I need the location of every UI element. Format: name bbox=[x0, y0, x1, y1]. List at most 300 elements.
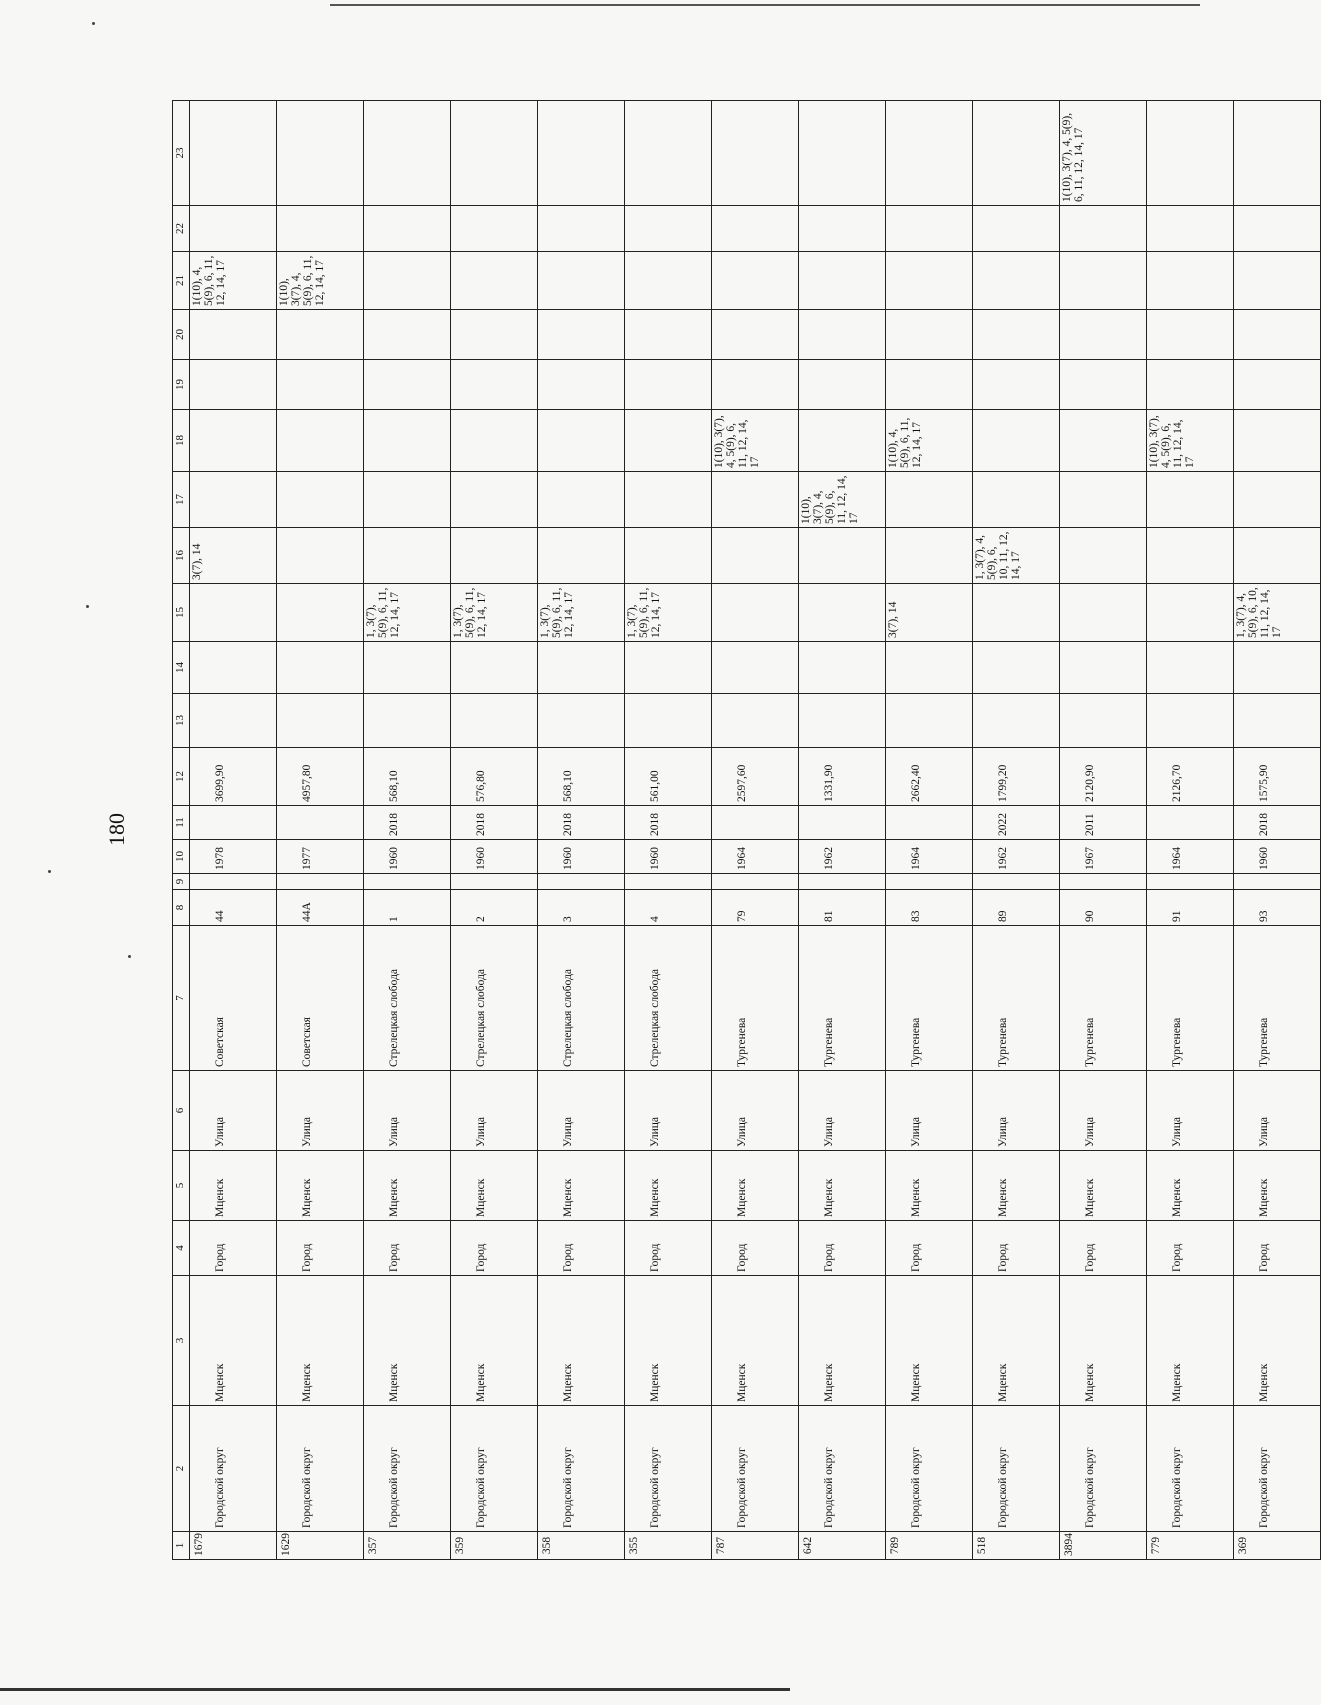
table-cell bbox=[1147, 360, 1234, 410]
table-row bbox=[451, 101, 538, 1560]
table-cell bbox=[538, 410, 625, 472]
table-cell bbox=[973, 252, 1060, 310]
table-cell bbox=[538, 206, 625, 252]
table-cell bbox=[364, 252, 451, 310]
column-number-header: 9 bbox=[173, 874, 190, 890]
table-cell bbox=[1060, 874, 1147, 890]
table-cell bbox=[190, 101, 277, 206]
table-cell bbox=[277, 206, 364, 252]
table-cell bbox=[712, 584, 799, 642]
table-cell bbox=[364, 360, 451, 410]
table-cell bbox=[1060, 528, 1147, 584]
table-cell bbox=[190, 360, 277, 410]
table-cell bbox=[451, 310, 538, 360]
column-number-header: 2 bbox=[173, 1406, 190, 1532]
table-cell: 358 bbox=[538, 1532, 625, 1560]
table-cell bbox=[625, 310, 712, 360]
table-cell: 2018 bbox=[538, 806, 625, 840]
table-cell bbox=[799, 528, 886, 584]
table-row bbox=[625, 101, 712, 1560]
table-cell bbox=[886, 694, 973, 748]
table-cell bbox=[190, 410, 277, 472]
table-row bbox=[712, 101, 799, 1560]
table-cell: 1964 bbox=[886, 840, 973, 874]
table-cell bbox=[277, 472, 364, 528]
table-cell: Тургенева bbox=[1147, 926, 1234, 1071]
table-cell bbox=[1234, 694, 1321, 748]
table-cell: Город bbox=[190, 1221, 277, 1276]
table-cell bbox=[625, 528, 712, 584]
table-cell: Городской округ bbox=[886, 1406, 973, 1532]
column-number-header: 13 bbox=[173, 694, 190, 748]
table-cell bbox=[451, 252, 538, 310]
table-cell: Городской округ bbox=[1147, 1406, 1234, 1532]
table-cell: 3894 bbox=[1060, 1532, 1147, 1560]
table-cell bbox=[190, 694, 277, 748]
scan-speck bbox=[48, 870, 51, 873]
table-cell bbox=[973, 410, 1060, 472]
table-cell bbox=[364, 206, 451, 252]
table-row bbox=[277, 101, 364, 1560]
table-cell: Мценск bbox=[190, 1151, 277, 1221]
table-cell bbox=[799, 642, 886, 694]
table-cell: 2120,90 bbox=[1060, 748, 1147, 806]
table-cell: Город bbox=[1234, 1221, 1321, 1276]
column-number-header: 22 bbox=[173, 206, 190, 252]
table-cell: Стрелецкая слобода bbox=[451, 926, 538, 1071]
table-cell: Мценск bbox=[886, 1151, 973, 1221]
table-cell: 1(10), 3(7), 4, 5(9), 6, 11, 12, 14, 17 bbox=[277, 252, 364, 310]
table-cell bbox=[799, 206, 886, 252]
column-number-header: 5 bbox=[173, 1151, 190, 1221]
table-cell bbox=[277, 694, 364, 748]
table-cell: 1960 bbox=[538, 840, 625, 874]
table-cell: Городской округ bbox=[364, 1406, 451, 1532]
table-cell bbox=[190, 584, 277, 642]
table-cell bbox=[1147, 206, 1234, 252]
table-cell: Советская bbox=[277, 926, 364, 1071]
table-cell bbox=[625, 206, 712, 252]
table-cell: Мценск bbox=[1147, 1276, 1234, 1406]
table-cell bbox=[712, 206, 799, 252]
table-cell: Город bbox=[712, 1221, 799, 1276]
table-cell: Мценск bbox=[1234, 1276, 1321, 1406]
table-cell: 1962 bbox=[973, 840, 1060, 874]
table-cell bbox=[1060, 410, 1147, 472]
table-cell: Тургенева bbox=[973, 926, 1060, 1071]
table-cell bbox=[364, 410, 451, 472]
table-cell: 2011 bbox=[1060, 806, 1147, 840]
table-cell bbox=[277, 642, 364, 694]
rotated-table-container bbox=[172, 112, 1283, 1560]
table-cell: 1960 bbox=[1234, 840, 1321, 874]
table-cell: Город bbox=[886, 1221, 973, 1276]
table-cell bbox=[886, 310, 973, 360]
table-cell bbox=[451, 528, 538, 584]
table-cell bbox=[625, 101, 712, 206]
column-number-header: 4 bbox=[173, 1221, 190, 1276]
table-cell: 568,10 bbox=[364, 748, 451, 806]
table-cell bbox=[1234, 642, 1321, 694]
table-cell: 2 bbox=[451, 890, 538, 926]
table-cell: 1799,20 bbox=[973, 748, 1060, 806]
table-cell bbox=[451, 472, 538, 528]
table-cell bbox=[799, 360, 886, 410]
table-cell bbox=[712, 360, 799, 410]
table-cell: 3(7), 14 bbox=[886, 584, 973, 642]
table-row bbox=[886, 101, 973, 1560]
table-cell: Мценск bbox=[1060, 1151, 1147, 1221]
table-cell bbox=[190, 874, 277, 890]
table-cell bbox=[712, 472, 799, 528]
table-cell: Городской округ bbox=[538, 1406, 625, 1532]
table-cell bbox=[1060, 360, 1147, 410]
column-number-header: 21 bbox=[173, 252, 190, 310]
table-cell: Улица bbox=[277, 1071, 364, 1151]
table-cell: 1967 bbox=[1060, 840, 1147, 874]
table-cell: 1960 bbox=[625, 840, 712, 874]
table-cell bbox=[799, 101, 886, 206]
table-cell: Мценск bbox=[625, 1276, 712, 1406]
table-cell: Улица bbox=[712, 1071, 799, 1151]
table-cell bbox=[973, 360, 1060, 410]
table-cell bbox=[973, 472, 1060, 528]
table-row bbox=[1234, 101, 1321, 1560]
table-cell: 1, 3(7), 5(9), 6, 11, 12, 14, 17 bbox=[451, 584, 538, 642]
column-number-header: 7 bbox=[173, 926, 190, 1071]
table-cell bbox=[1147, 584, 1234, 642]
table-cell: Улица bbox=[799, 1071, 886, 1151]
table-cell bbox=[1060, 206, 1147, 252]
column-number-header: 15 bbox=[173, 584, 190, 642]
table-cell: 1(10), 3(7), 4, 5(9), 6, 11, 12, 14, 17 bbox=[1060, 101, 1147, 206]
table-cell bbox=[1234, 410, 1321, 472]
table-cell bbox=[973, 694, 1060, 748]
table-cell: Мценск bbox=[364, 1276, 451, 1406]
table-cell: 1(10), 3(7), 4, 5(9), 6, 11, 12, 14, 17 bbox=[1147, 410, 1234, 472]
table-row bbox=[190, 101, 277, 1560]
table-cell: Стрелецкая слобода bbox=[625, 926, 712, 1071]
table-row bbox=[364, 101, 451, 1560]
table-cell: 4957,80 bbox=[277, 748, 364, 806]
table-cell bbox=[799, 694, 886, 748]
table-cell: 2126,70 bbox=[1147, 748, 1234, 806]
table-row bbox=[973, 101, 1060, 1560]
table-cell: Мценск bbox=[973, 1276, 1060, 1406]
table-cell: Улица bbox=[538, 1071, 625, 1151]
table-cell bbox=[799, 584, 886, 642]
table-cell bbox=[277, 360, 364, 410]
table-cell: 44А bbox=[277, 890, 364, 926]
table-cell: 2597,60 bbox=[712, 748, 799, 806]
table-cell bbox=[1147, 472, 1234, 528]
table-cell: 2018 bbox=[1234, 806, 1321, 840]
table-cell bbox=[712, 694, 799, 748]
table-cell: Город bbox=[1147, 1221, 1234, 1276]
table-cell: 83 bbox=[886, 890, 973, 926]
table-cell: 1978 bbox=[190, 840, 277, 874]
table-cell: Городской округ bbox=[712, 1406, 799, 1532]
table-cell: Мценск bbox=[625, 1151, 712, 1221]
table-cell: Мценск bbox=[190, 1276, 277, 1406]
table-cell bbox=[538, 252, 625, 310]
page-number: 180 bbox=[104, 813, 129, 846]
table-cell: Город bbox=[625, 1221, 712, 1276]
table-cell bbox=[538, 472, 625, 528]
table-cell: Город bbox=[538, 1221, 625, 1276]
table-cell bbox=[364, 310, 451, 360]
table-cell bbox=[1060, 642, 1147, 694]
table-cell: 89 bbox=[973, 890, 1060, 926]
table-cell: Мценск bbox=[799, 1151, 886, 1221]
table-cell: Мценск bbox=[538, 1276, 625, 1406]
table-cell bbox=[538, 694, 625, 748]
table-cell: 2662,40 bbox=[886, 748, 973, 806]
column-number-header: 19 bbox=[173, 360, 190, 410]
table-cell bbox=[712, 310, 799, 360]
table-row bbox=[1060, 101, 1147, 1560]
table-cell bbox=[712, 806, 799, 840]
table-cell bbox=[712, 528, 799, 584]
table-cell bbox=[190, 310, 277, 360]
column-number-header: 23 bbox=[173, 101, 190, 206]
table-cell bbox=[277, 310, 364, 360]
table-cell: 355 bbox=[625, 1532, 712, 1560]
table-cell: 1962 bbox=[799, 840, 886, 874]
table-cell bbox=[886, 206, 973, 252]
column-number-header: 1 bbox=[173, 1532, 190, 1560]
table-cell bbox=[799, 806, 886, 840]
column-number-header-row bbox=[173, 101, 190, 1560]
table-cell bbox=[451, 101, 538, 206]
table-cell bbox=[712, 252, 799, 310]
table-cell: Город bbox=[1060, 1221, 1147, 1276]
column-number-header: 16 bbox=[173, 528, 190, 584]
table-cell bbox=[277, 410, 364, 472]
table-cell: 1(10), 4, 5(9), 6, 11, 12, 14, 17 bbox=[190, 252, 277, 310]
table-cell: 1964 bbox=[712, 840, 799, 874]
scan-bottom-rule bbox=[0, 1688, 790, 1691]
table-cell: 1, 3(7), 5(9), 6, 11, 12, 14, 17 bbox=[538, 584, 625, 642]
table-cell bbox=[1060, 310, 1147, 360]
table-cell: Тургенева bbox=[712, 926, 799, 1071]
table-cell bbox=[799, 874, 886, 890]
table-cell: Городской округ bbox=[1234, 1406, 1321, 1532]
table-cell bbox=[190, 206, 277, 252]
table-cell: Тургенева bbox=[799, 926, 886, 1071]
table-cell bbox=[1147, 874, 1234, 890]
table-cell bbox=[712, 101, 799, 206]
table-cell bbox=[625, 252, 712, 310]
table-cell: 789 bbox=[886, 1532, 973, 1560]
table-cell: Улица bbox=[1234, 1071, 1321, 1151]
table-row bbox=[799, 101, 886, 1560]
table-cell: Улица bbox=[625, 1071, 712, 1151]
column-number-header: 8 bbox=[173, 890, 190, 926]
table-cell bbox=[1234, 528, 1321, 584]
table-cell bbox=[712, 874, 799, 890]
table-cell: Город bbox=[451, 1221, 538, 1276]
table-cell: 93 bbox=[1234, 890, 1321, 926]
table-cell: 2018 bbox=[625, 806, 712, 840]
table-cell: Мценск bbox=[451, 1151, 538, 1221]
table-cell: 1679 bbox=[190, 1532, 277, 1560]
table-cell: 1960 bbox=[364, 840, 451, 874]
table-cell: 576,80 bbox=[451, 748, 538, 806]
table-cell: 3699,90 bbox=[190, 748, 277, 806]
column-number-header: 6 bbox=[173, 1071, 190, 1151]
table-cell bbox=[1147, 310, 1234, 360]
table-cell bbox=[190, 806, 277, 840]
table-cell bbox=[625, 874, 712, 890]
table-cell: 90 bbox=[1060, 890, 1147, 926]
table-cell bbox=[364, 874, 451, 890]
table-cell bbox=[364, 101, 451, 206]
table-cell: Мценск bbox=[277, 1151, 364, 1221]
table-cell: 787 bbox=[712, 1532, 799, 1560]
housing-register-table bbox=[172, 100, 1321, 1560]
table-cell bbox=[886, 528, 973, 584]
table-cell: Мценск bbox=[712, 1151, 799, 1221]
table-cell: 91 bbox=[1147, 890, 1234, 926]
table-cell: 1, 3(7), 4, 5(9), 6, 10, 11, 12, 14, 17 bbox=[973, 528, 1060, 584]
table-cell: Стрелецкая слобода bbox=[538, 926, 625, 1071]
table-cell bbox=[886, 101, 973, 206]
table-cell: Мценск bbox=[1234, 1151, 1321, 1221]
column-number-header: 12 bbox=[173, 748, 190, 806]
table-cell: 642 bbox=[799, 1532, 886, 1560]
table-cell: 3(7), 14 bbox=[190, 528, 277, 584]
table-cell: Городской округ bbox=[973, 1406, 1060, 1532]
table-row bbox=[1147, 101, 1234, 1560]
scan-speck bbox=[92, 22, 95, 25]
column-number-header: 11 bbox=[173, 806, 190, 840]
table-cell: 359 bbox=[451, 1532, 538, 1560]
table-cell: Улица bbox=[451, 1071, 538, 1151]
table-cell bbox=[973, 310, 1060, 360]
table-cell bbox=[886, 874, 973, 890]
table-cell bbox=[451, 694, 538, 748]
table-cell: Город bbox=[364, 1221, 451, 1276]
table-cell bbox=[973, 584, 1060, 642]
table-cell bbox=[886, 642, 973, 694]
table-cell bbox=[886, 252, 973, 310]
table-cell bbox=[799, 410, 886, 472]
table-cell bbox=[1147, 642, 1234, 694]
table-cell bbox=[1060, 472, 1147, 528]
table-cell: Мценск bbox=[886, 1276, 973, 1406]
column-number-header: 14 bbox=[173, 642, 190, 694]
column-number-header: 10 bbox=[173, 840, 190, 874]
scan-top-rule bbox=[330, 4, 1200, 6]
column-number-header: 20 bbox=[173, 310, 190, 360]
table-cell: 779 bbox=[1147, 1532, 1234, 1560]
column-number-header: 17 bbox=[173, 472, 190, 528]
table-cell bbox=[451, 206, 538, 252]
table-cell: 1960 bbox=[451, 840, 538, 874]
table-cell: 2018 bbox=[451, 806, 538, 840]
table-cell bbox=[886, 472, 973, 528]
table-cell: 1 bbox=[364, 890, 451, 926]
table-cell: 1(10), 3(7), 4, 5(9), 6, 11, 12, 14, 17 bbox=[799, 472, 886, 528]
table-cell bbox=[712, 642, 799, 694]
table-cell bbox=[625, 694, 712, 748]
table-cell: 3 bbox=[538, 890, 625, 926]
table-cell: Улица bbox=[1060, 1071, 1147, 1151]
table-cell: Мценск bbox=[1060, 1276, 1147, 1406]
table-cell: Городской округ bbox=[625, 1406, 712, 1532]
table-cell bbox=[625, 642, 712, 694]
table-cell bbox=[1147, 252, 1234, 310]
table-cell: 1(10), 4, 5(9), 6, 11, 12, 14, 17 bbox=[886, 410, 973, 472]
table-cell: Тургенева bbox=[886, 926, 973, 1071]
table-cell bbox=[451, 642, 538, 694]
table-cell bbox=[1060, 252, 1147, 310]
scan-speck bbox=[86, 605, 89, 608]
table-cell bbox=[886, 360, 973, 410]
table-cell: Улица bbox=[973, 1071, 1060, 1151]
table-cell: 4 bbox=[625, 890, 712, 926]
table-cell: 1(10), 3(7), 4, 5(9), 6, 11, 12, 14, 17 bbox=[712, 410, 799, 472]
table-cell bbox=[973, 101, 1060, 206]
table-cell bbox=[1234, 360, 1321, 410]
table-cell bbox=[1234, 206, 1321, 252]
table-cell: 1, 3(7), 5(9), 6, 11, 12, 14, 17 bbox=[625, 584, 712, 642]
table-cell bbox=[625, 410, 712, 472]
table-cell: Улица bbox=[886, 1071, 973, 1151]
table-cell bbox=[277, 101, 364, 206]
table-cell bbox=[538, 874, 625, 890]
table-cell: Советская bbox=[190, 926, 277, 1071]
table-cell bbox=[973, 642, 1060, 694]
table-cell bbox=[538, 642, 625, 694]
table-cell bbox=[538, 528, 625, 584]
table-cell: Городской округ bbox=[1060, 1406, 1147, 1532]
table-cell bbox=[538, 360, 625, 410]
table-cell: Улица bbox=[1147, 1071, 1234, 1151]
table-cell: Улица bbox=[190, 1071, 277, 1151]
table-cell bbox=[1060, 584, 1147, 642]
table-cell: 81 bbox=[799, 890, 886, 926]
table-cell bbox=[1147, 694, 1234, 748]
table-cell: 79 bbox=[712, 890, 799, 926]
table-cell: 1964 bbox=[1147, 840, 1234, 874]
table-cell: Мценск bbox=[364, 1151, 451, 1221]
table-cell: Тургенева bbox=[1060, 926, 1147, 1071]
table-cell: Город bbox=[973, 1221, 1060, 1276]
table-cell bbox=[625, 360, 712, 410]
table-cell: 2022 bbox=[973, 806, 1060, 840]
table-cell bbox=[1234, 472, 1321, 528]
table-cell bbox=[1234, 252, 1321, 310]
table-cell: 1977 bbox=[277, 840, 364, 874]
table-cell: 369 bbox=[1234, 1532, 1321, 1560]
table-cell bbox=[1147, 528, 1234, 584]
table-cell: Мценск bbox=[1147, 1151, 1234, 1221]
table-cell: 1, 3(7), 5(9), 6, 11, 12, 14, 17 bbox=[364, 584, 451, 642]
table-cell bbox=[538, 101, 625, 206]
table-cell: 1, 3(7), 4, 5(9), 6, 10, 11, 12, 14, 17 bbox=[1234, 584, 1321, 642]
table-cell bbox=[451, 410, 538, 472]
table-cell bbox=[277, 528, 364, 584]
table-cell bbox=[451, 874, 538, 890]
table-cell bbox=[277, 806, 364, 840]
table-cell bbox=[190, 472, 277, 528]
table-cell: 561,00 bbox=[625, 748, 712, 806]
table-cell bbox=[1147, 806, 1234, 840]
table-cell: 518 bbox=[973, 1532, 1060, 1560]
table-cell: Городской округ bbox=[799, 1406, 886, 1532]
